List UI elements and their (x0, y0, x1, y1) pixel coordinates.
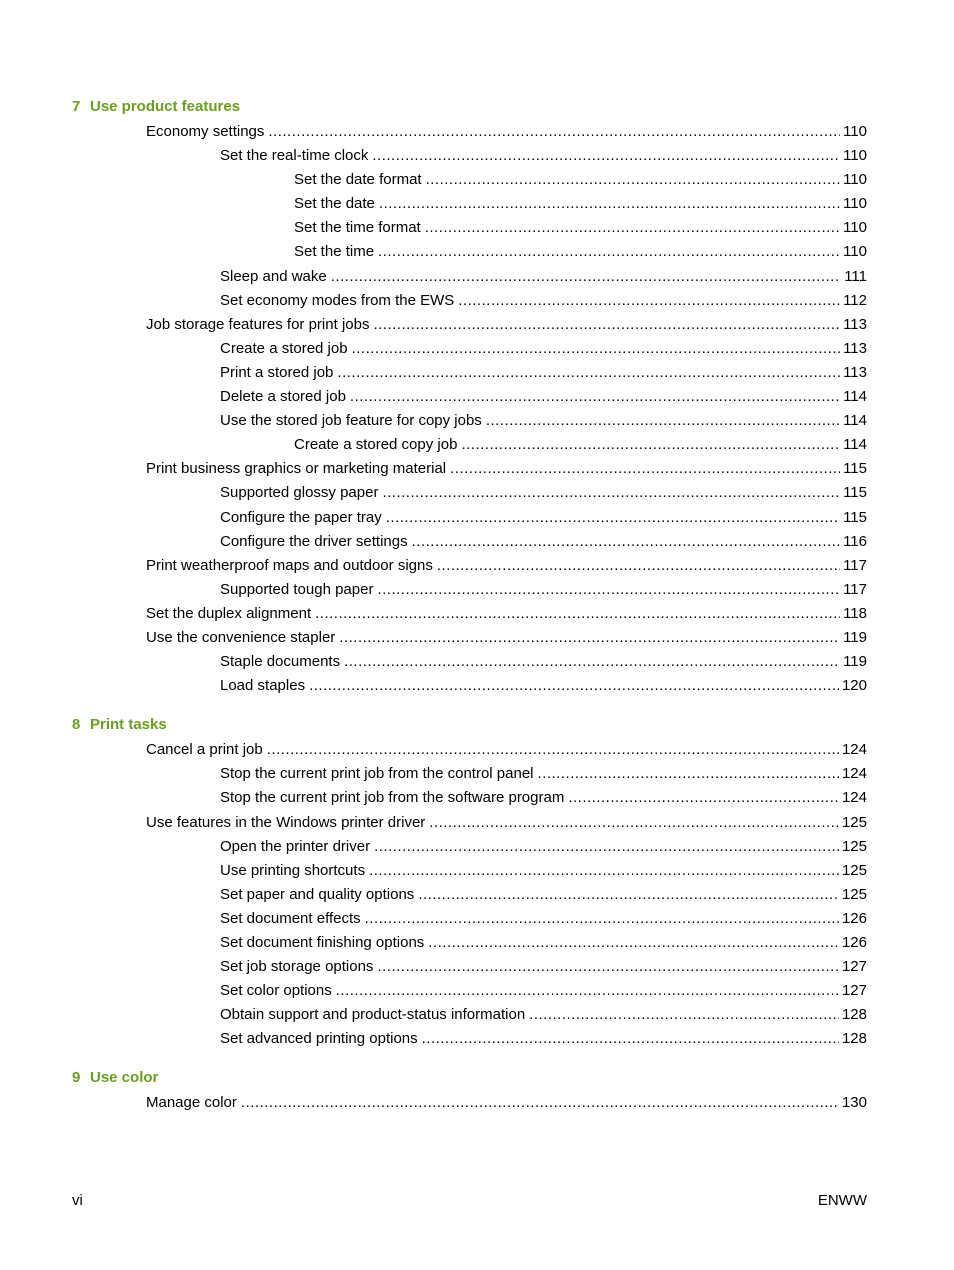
toc-entry[interactable] (72, 907, 867, 931)
toc-entry-page: 125 (841, 861, 867, 879)
dot-leader (426, 168, 841, 192)
dot-leader (378, 240, 840, 264)
dot-leader (309, 674, 839, 698)
toc-entry[interactable] (72, 578, 867, 602)
toc-entry-page: 117 (843, 556, 867, 574)
toc-entry-page: 114 (843, 412, 867, 430)
dot-leader (429, 811, 839, 835)
toc-entry-page: 119 (843, 628, 867, 646)
chapter-title: Print tasks (90, 716, 167, 734)
dot-leader (339, 626, 840, 650)
toc-entry[interactable] (72, 240, 867, 264)
toc-entry-page: 124 (841, 789, 867, 807)
toc-entry-page: 113 (843, 363, 867, 381)
dot-leader (267, 738, 839, 762)
chapter-title: Use product features (90, 98, 241, 115)
toc-entry-page: 124 (841, 765, 867, 783)
toc-entry-page: 110 (843, 147, 867, 165)
toc-entry[interactable] (72, 313, 867, 337)
toc-entry-page: 115 (843, 460, 867, 478)
toc-entry[interactable] (72, 931, 867, 955)
chapter-number: 7 (72, 98, 81, 115)
toc-entry-page: 125 (841, 813, 867, 831)
toc-entry-title: Configure the driver settings (220, 532, 408, 550)
toc-entry[interactable] (72, 626, 867, 650)
dot-leader (315, 602, 840, 626)
toc-entry-title: Set the duplex alignment (146, 604, 312, 622)
toc-entry[interactable] (72, 955, 867, 979)
dot-leader (428, 931, 839, 955)
toc-entry-page: 126 (841, 934, 867, 951)
toc-entry-title: Open the printer driver (220, 837, 371, 855)
toc-entry[interactable] (72, 554, 867, 578)
toc-entry-page: 130 (841, 1094, 867, 1112)
toc-entry-title: Load staples (220, 677, 306, 695)
toc-entry[interactable] (72, 457, 867, 481)
toc-entry-title: Set the date (294, 195, 375, 213)
dot-leader (337, 361, 840, 385)
toc-entry-page: 113 (843, 339, 867, 357)
toc-entry-title: Set document effects (220, 909, 361, 927)
toc-entry[interactable] (72, 409, 867, 433)
toc-entry[interactable] (72, 361, 867, 385)
dot-leader (377, 955, 839, 979)
toc-entry[interactable] (72, 216, 867, 240)
toc-entry-page: 112 (843, 291, 867, 309)
toc-entry-page: 110 (843, 171, 867, 189)
toc-entry-title: Set advanced printing options (220, 1030, 418, 1048)
toc-entry-page: 110 (843, 195, 867, 213)
dot-leader (425, 216, 840, 240)
toc-entry-page: 125 (841, 837, 867, 855)
dot-leader (352, 337, 841, 361)
toc-entry-title: Cancel a print job (146, 741, 263, 759)
toc-entry-title: Stop the current print job from the software program (220, 789, 565, 807)
toc-entry-page: 116 (843, 532, 867, 550)
dot-leader (374, 835, 839, 859)
toc-entry-page: 111 (844, 267, 867, 285)
table-of-contents (72, 96, 867, 1132)
toc-entry-title: Set document finishing options (220, 934, 425, 951)
chapter-heading[interactable] (72, 96, 867, 118)
dot-leader (379, 192, 840, 216)
toc-entry-title: Set job storage options (220, 958, 374, 976)
dot-leader (458, 289, 840, 313)
toc-entry-title: Use the stored job feature for copy jobs (220, 412, 482, 430)
toc-entry[interactable] (72, 337, 867, 361)
toc-entry[interactable] (72, 650, 867, 674)
chapter-number: 9 (72, 1069, 81, 1087)
dot-leader (373, 313, 840, 337)
toc-entry-title: Use printing shortcuts (220, 861, 366, 879)
dot-leader (418, 883, 839, 907)
dot-leader (344, 650, 840, 674)
toc-entry-page: 117 (843, 580, 867, 598)
toc-entry[interactable] (72, 168, 867, 192)
toc-entry-title: Print business graphics or marketing material (146, 460, 447, 478)
chapter-section (72, 96, 867, 698)
toc-entry[interactable] (72, 979, 867, 1003)
toc-entry[interactable] (72, 1091, 867, 1115)
toc-entry[interactable] (72, 602, 867, 626)
toc-entry-page: 128 (841, 1030, 867, 1048)
dot-leader (382, 481, 840, 505)
dot-leader (568, 786, 839, 810)
toc-entry-title: Stop the current print job from the control panel (220, 765, 534, 783)
toc-entry[interactable] (72, 835, 867, 859)
toc-entry-page: 119 (843, 653, 867, 671)
toc-entry-page: 127 (841, 982, 867, 1000)
toc-entry[interactable] (72, 674, 867, 698)
dot-leader (422, 1027, 839, 1051)
toc-entry-page: 113 (843, 315, 867, 333)
toc-entry-title: Delete a stored job (220, 388, 346, 406)
toc-entry[interactable] (72, 1003, 867, 1027)
toc-entry-page: 110 (843, 123, 867, 140)
toc-entry-page: 124 (841, 741, 867, 759)
dot-leader (372, 144, 840, 168)
dot-leader (437, 554, 840, 578)
toc-entry-page: 128 (841, 1006, 867, 1024)
dot-leader (350, 385, 840, 409)
toc-entry-title: Manage color (146, 1094, 237, 1112)
dot-leader (538, 762, 839, 786)
dot-leader (369, 859, 839, 883)
toc-entry-title: Job storage features for print jobs (146, 315, 370, 333)
footer-page-number: vi (72, 1192, 83, 1209)
toc-entry-title: Create a stored job (220, 339, 348, 357)
dot-leader (268, 120, 840, 144)
toc-entry-title: Print weatherproof maps and outdoor signs (146, 556, 433, 574)
toc-entry-title: Staple documents (220, 653, 341, 671)
toc-entry-title: Set the time (294, 243, 375, 261)
toc-entry-page: 114 (843, 388, 867, 406)
dot-leader (336, 979, 839, 1003)
toc-entry[interactable] (72, 738, 867, 762)
chapter-heading[interactable] (72, 714, 867, 736)
toc-entry-page: 110 (843, 219, 867, 237)
toc-entry-title: Set the date format (294, 171, 422, 189)
toc-entry-title: Obtain support and product-status information (220, 1006, 526, 1024)
toc-entry-title: Use the convenience stapler (146, 628, 336, 646)
toc-entry-page: 127 (841, 958, 867, 976)
chapter-heading[interactable] (72, 1067, 867, 1089)
toc-entry[interactable] (72, 144, 867, 168)
toc-entry-page: 115 (843, 508, 867, 526)
toc-entry-title: Set economy modes from the EWS (220, 291, 455, 309)
toc-entry[interactable] (72, 811, 867, 835)
toc-entry-page: 118 (843, 604, 867, 622)
toc-entry-title: Configure the paper tray (220, 508, 382, 526)
dot-leader (241, 1091, 839, 1115)
dot-leader (365, 907, 839, 931)
footer-doc-code: ENWW (817, 1192, 867, 1209)
dot-leader (412, 530, 840, 554)
toc-entry[interactable] (72, 289, 867, 313)
toc-entry-title: Supported tough paper (220, 580, 374, 598)
toc-entry-title: Economy settings (146, 123, 265, 140)
toc-entry-title: Supported glossy paper (220, 484, 379, 502)
chapter-section (72, 714, 867, 1051)
toc-entry[interactable] (72, 859, 867, 883)
toc-entry-title: Set the time format (294, 219, 421, 237)
page-footer (72, 1192, 867, 1209)
toc-entry[interactable] (72, 192, 867, 216)
dot-leader (461, 433, 840, 457)
toc-entry-title: Print a stored job (220, 363, 334, 381)
toc-entry-title: Sleep and wake (220, 267, 327, 285)
toc-entry[interactable] (72, 385, 867, 409)
toc-entry-page: 126 (841, 909, 867, 927)
toc-entry-page: 114 (843, 436, 867, 454)
chapter-title: Use color (90, 1069, 159, 1087)
toc-entry[interactable] (72, 883, 867, 907)
dot-leader (386, 506, 840, 530)
chapter-section (72, 1067, 867, 1115)
toc-entry-title: Use features in the Windows printer driver (146, 813, 426, 831)
chapter-number: 8 (72, 716, 81, 734)
dot-leader (377, 578, 840, 602)
toc-entry[interactable] (72, 762, 867, 786)
toc-entry[interactable] (72, 530, 867, 554)
toc-entry-title: Set paper and quality options (220, 885, 415, 903)
toc-entry[interactable] (72, 786, 867, 810)
toc-entry[interactable] (72, 433, 867, 457)
toc-entry-page: 110 (843, 243, 867, 261)
toc-entry-title: Create a stored copy job (294, 436, 458, 454)
toc-entry[interactable] (72, 1027, 867, 1051)
toc-entry-title: Set the real-time clock (220, 147, 369, 165)
toc-entry-page: 115 (843, 484, 867, 502)
dot-leader (331, 265, 841, 289)
dot-leader (529, 1003, 839, 1027)
toc-entry[interactable] (72, 481, 867, 505)
dot-leader (486, 409, 840, 433)
toc-entry-page: 125 (841, 885, 867, 903)
toc-entry-title: Set color options (220, 982, 332, 1000)
toc-entry[interactable] (72, 506, 867, 530)
dot-leader (450, 457, 840, 481)
toc-entry[interactable] (72, 265, 867, 289)
toc-entry-page: 120 (841, 677, 867, 695)
toc-entry[interactable] (72, 120, 867, 144)
